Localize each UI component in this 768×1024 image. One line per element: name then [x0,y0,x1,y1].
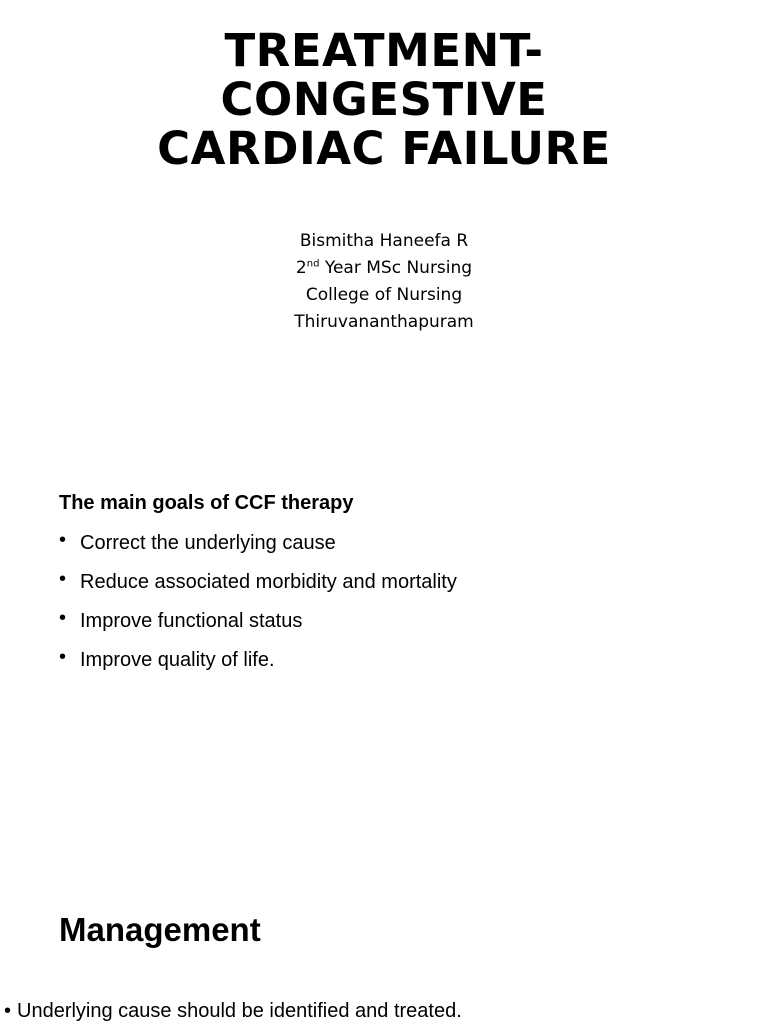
goal-item [59,602,739,641]
goal-text: Reduce associated morbidity and mortality [80,571,457,593]
goal-text: Improve functional status [80,610,303,632]
bullet-icon: • [4,1000,12,1022]
title-line-3: CARDIAC FAILURE [157,122,611,175]
author-year-number: 2 [295,258,307,278]
author-year-suffix: nd [306,258,320,270]
author-info [0,228,768,336]
goal-item [59,563,739,602]
author-city: Thiruvananthapuram [294,312,474,332]
goals-list [59,524,739,680]
title-line-2: CONGESTIVE [220,73,548,126]
bullet-icon: • [59,568,67,590]
goal-text: Correct the underlying cause [80,532,336,554]
goal-item [59,524,739,563]
bullet-icon: • [59,529,67,551]
management-heading: Management [59,911,261,948]
author-year-rest: Year MSc Nursing [319,258,473,278]
bullet-icon: • [59,646,67,668]
author-institution: College of Nursing [305,285,463,305]
author-name: Bismitha Haneefa R [299,231,469,251]
author-year [0,255,768,282]
page-title [0,26,768,173]
goals-heading: The main goals of CCF therapy [59,492,354,514]
goals-section [59,490,739,680]
goal-text: Improve quality of life. [80,649,275,671]
goal-item [59,641,739,680]
bullet-icon: • [59,607,67,629]
title-line-1: TREATMENT- [224,24,544,77]
management-item [4,998,764,1024]
management-item-text: Underlying cause should be identified and treated. [17,1000,462,1022]
